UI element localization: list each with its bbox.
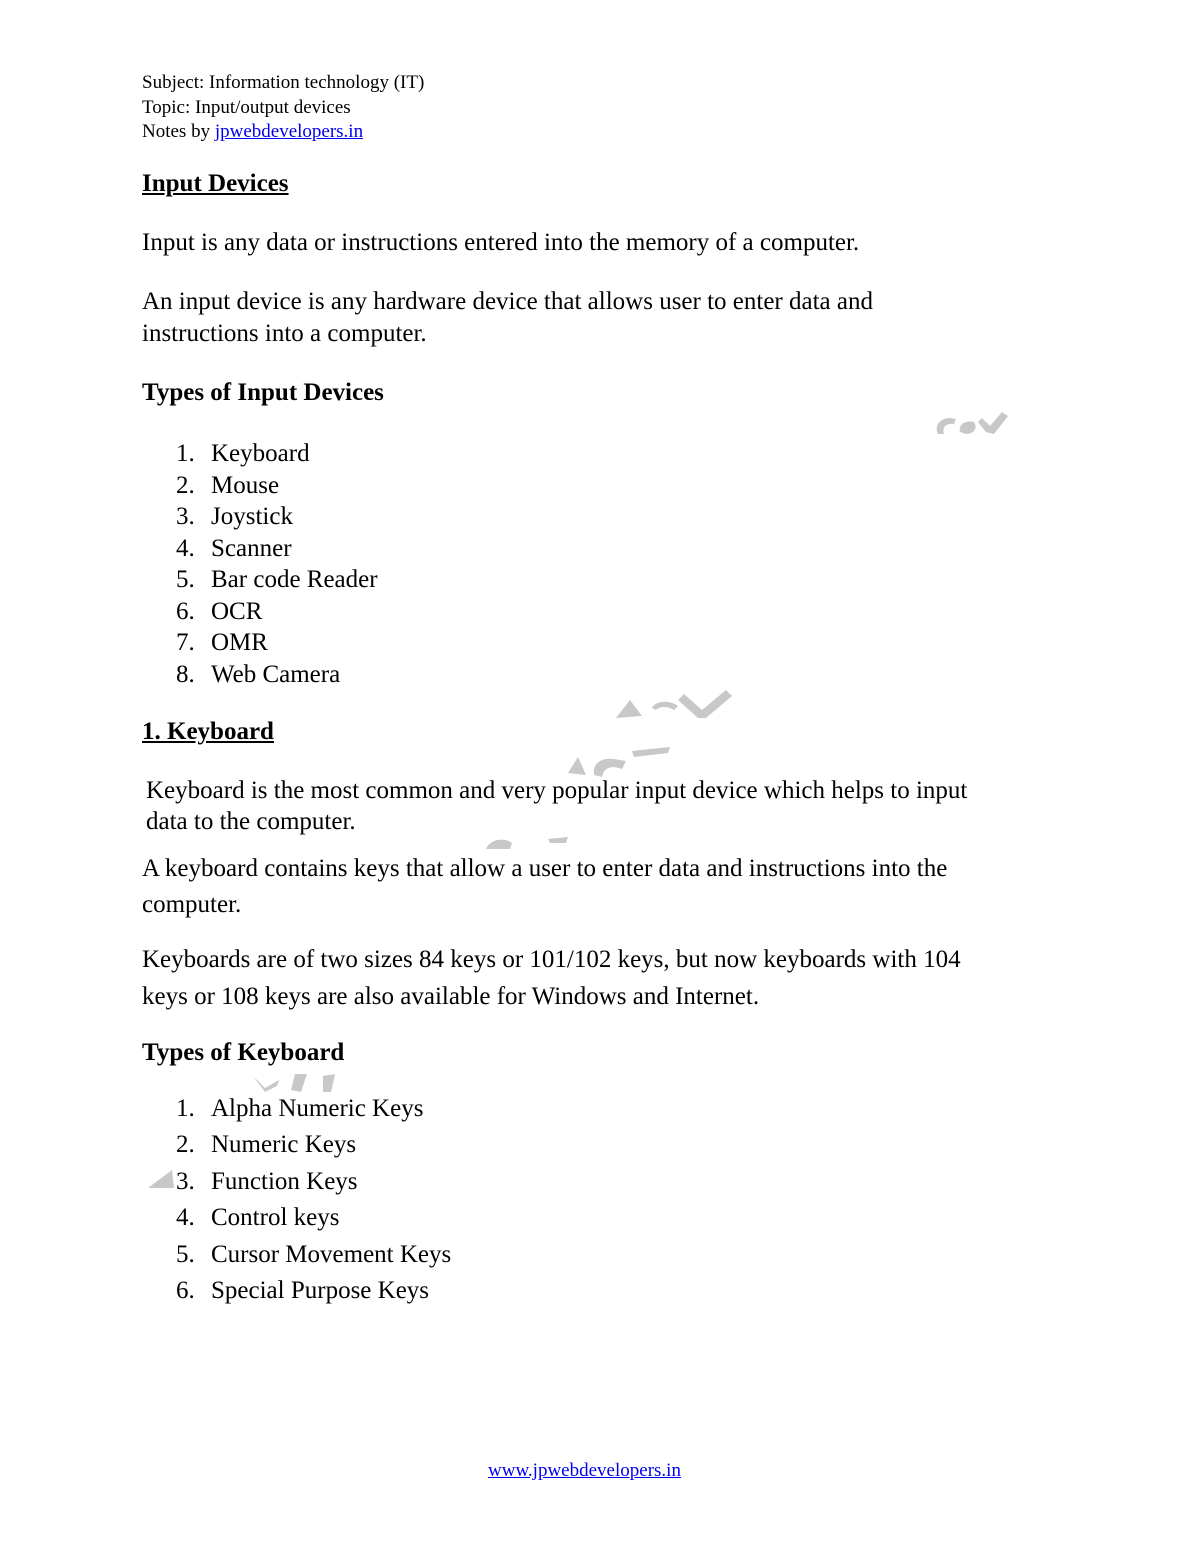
keyboard-type-item-label: Function Keys [211,1167,358,1195]
keyboard-type-item-number: 5. [176,1240,195,1268]
keyboard-type-item [176,1127,576,1163]
keyboard-type-item-label: Alpha Numeric Keys [211,1095,424,1122]
input-definition-paragraph: Input is any data or instructions entered into the memory of a computer. [142,229,860,256]
input-device-item-label: Joystick [211,503,293,530]
keyboard-paragraph-3-line-1: Keyboards are of two sizes 84 keys or 101/102 keys, but now keyboards with 104 [142,946,961,973]
keyboard-type-item [176,1200,576,1236]
watermark-fragment [245,1070,355,1094]
keyboard-type-item-number: 3. [176,1167,195,1195]
keyboard-heading: 1. Keyboard [142,718,274,745]
watermark-fragment [930,408,1010,438]
keyboard-type-item-number: 1. [176,1095,195,1122]
input-device-item-number: 6. [176,597,195,625]
keyboard-types-list [176,1091,576,1309]
watermark-fragment [146,1168,176,1190]
footer-link-container [488,1460,681,1482]
input-device-item [176,501,576,533]
keyboard-type-item [176,1091,576,1127]
input-device-item [176,438,576,470]
input-device-paragraph-line-1: An input device is any hardware device that allows user to enter data and [142,288,873,315]
input-device-item-label: OMR [211,629,268,656]
input-device-item-label: Bar code Reader [211,566,378,593]
keyboard-type-item-label: Numeric Keys [211,1131,357,1159]
input-device-item-number: 4. [176,534,195,562]
keyboard-type-item-number: 2. [176,1131,195,1159]
input-device-item-label: Mouse [211,471,280,499]
keyboard-paragraph-2-line-2: computer. [142,891,242,918]
notes-link[interactable]: jpwebdevelopers.in [214,121,364,142]
keyboard-type-item-label: Control keys [211,1204,340,1232]
input-device-item [176,564,576,596]
input-device-item [176,596,576,628]
notes-line [142,120,363,144]
keyboard-paragraph-1-line-2: data to the computer. [146,808,356,835]
keyboard-type-item-number: 4. [176,1204,195,1232]
keyboard-paragraph-3-line-2: keys or 108 keys are also available for Windows and Internet. [142,983,760,1010]
subject-line: Subject: Information technology (IT) [142,72,425,93]
input-device-item-number: 1. [176,440,195,467]
input-device-item-number: 2. [176,471,195,499]
keyboard-type-item [176,1237,576,1273]
watermark-fragment [480,835,590,851]
input-device-item-number: 5. [176,566,195,593]
input-device-item [176,659,576,691]
input-devices-list [176,438,576,690]
keyboard-type-item [176,1164,576,1200]
input-device-item [176,470,576,502]
types-of-keyboard-heading: Types of Keyboard [142,1039,345,1066]
input-device-item-number: 8. [176,660,195,688]
watermark-fragment [562,745,677,779]
input-devices-heading: Input Devices [142,170,289,197]
input-device-item-number: 3. [176,503,195,530]
input-device-item-label: Web Camera [211,660,341,688]
keyboard-type-item [176,1273,576,1309]
input-device-item-label: Scanner [211,534,292,562]
input-device-paragraph-line-2: instructions into a computer. [142,320,427,347]
input-device-item [176,627,576,659]
notes-prefix: Notes by [142,121,215,142]
types-of-input-devices-heading: Types of Input Devices [142,379,384,406]
input-device-item-label: OCR [211,597,263,625]
keyboard-paragraph-1-line-1: Keyboard is the most common and very popular input device which helps to input [146,777,968,804]
keyboard-type-item-number: 6. [176,1276,195,1304]
input-device-item-number: 7. [176,629,195,656]
input-device-item [176,533,576,565]
keyboard-paragraph-2-line-1: A keyboard contains keys that allow a user to enter data and instructions into the [142,855,948,882]
keyboard-type-item-label: Special Purpose Keys [211,1276,430,1304]
input-device-item-label: Keyboard [211,440,310,467]
watermark-fragment [612,688,737,720]
topic-line: Topic: Input/output devices [142,97,351,118]
footer-link[interactable]: www.jpwebdevelopers.in [488,1460,681,1481]
keyboard-type-item-label: Cursor Movement Keys [211,1240,452,1268]
